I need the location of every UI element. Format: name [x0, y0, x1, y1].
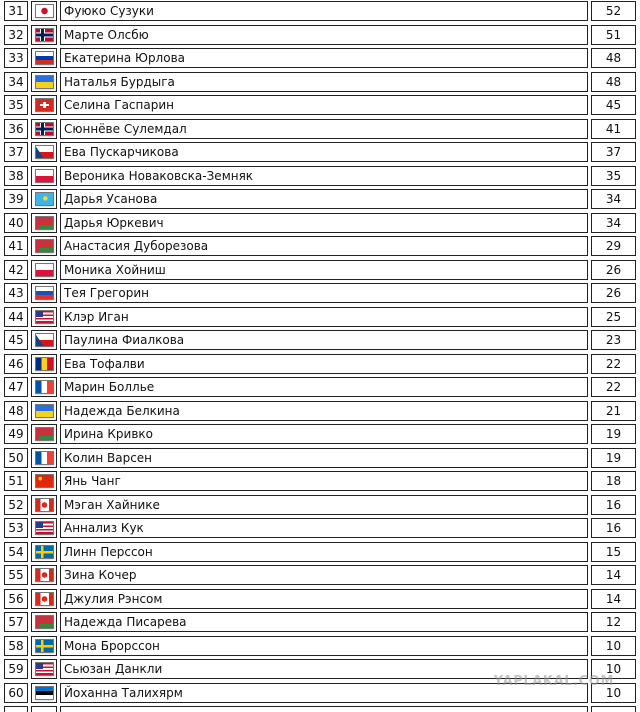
- athlete-name-cell: Янь Чанг: [60, 471, 588, 491]
- table-row: [0, 94, 640, 118]
- points-cell: 19: [591, 448, 636, 468]
- points-cell: 22: [591, 354, 636, 374]
- athlete-name-cell: Мэган Хайнике: [60, 495, 588, 515]
- table-row: [0, 282, 640, 306]
- flag-cell: [31, 119, 57, 139]
- rank-cell: 52: [4, 495, 28, 515]
- table-row: [0, 588, 640, 612]
- table-row: [0, 635, 640, 659]
- table-row: [0, 71, 640, 95]
- points-cell: 29: [591, 236, 636, 256]
- belarus-flag-icon: [36, 217, 53, 229]
- flag-cell: [31, 612, 57, 632]
- athlete-name-cell: Колин Варсен: [60, 448, 588, 468]
- flag-cell: [31, 236, 57, 256]
- athlete-name-cell: Джулия Рэнсом: [60, 589, 588, 609]
- table-row: [0, 517, 640, 541]
- rank-cell: 31: [4, 1, 28, 21]
- athlete-name-cell: Аннализ Кук: [60, 518, 588, 538]
- flag-cell: [31, 166, 57, 186]
- canada-flag-icon: [36, 593, 53, 605]
- poland-flag-icon: [36, 264, 53, 276]
- france-flag-icon: [36, 381, 53, 393]
- rank-cell: 40: [4, 213, 28, 233]
- flag-cell: [31, 542, 57, 562]
- flag-cell: [31, 142, 57, 162]
- flag-cell: [31, 589, 57, 609]
- table-row: [0, 0, 640, 24]
- rank-cell: 36: [4, 119, 28, 139]
- table-row: [0, 494, 640, 518]
- table-row: [0, 118, 640, 142]
- flag-cell: [31, 448, 57, 468]
- next-row-partial: [0, 706, 640, 712]
- rank-cell: 35: [4, 95, 28, 115]
- athlete-name-cell: Моника Хойниш: [60, 260, 588, 280]
- flag-cell: [31, 307, 57, 327]
- czech-flag-icon: [36, 334, 53, 346]
- rank-cell: 59: [4, 659, 28, 679]
- points-cell: 15: [591, 542, 636, 562]
- canada-flag-icon: [36, 499, 53, 511]
- points-cell: 10: [591, 636, 636, 656]
- athlete-name-cell: Ева Пускарчикова: [60, 142, 588, 162]
- china-flag-icon: [36, 475, 53, 487]
- athlete-name-cell: Сюннёве Сулемдал: [60, 119, 588, 139]
- slovenia-flag-icon: [36, 287, 53, 299]
- rank-cell: 49: [4, 424, 28, 444]
- flag-cell: [31, 260, 57, 280]
- table-row: [0, 24, 640, 48]
- points-cell: 26: [591, 283, 636, 303]
- table-row: [0, 376, 640, 400]
- france-flag-icon: [36, 452, 53, 464]
- flag-cell: [31, 518, 57, 538]
- rank-cell: 33: [4, 48, 28, 68]
- flag-cell: [31, 495, 57, 515]
- athlete-name-cell: Зина Кочер: [60, 565, 588, 585]
- belarus-flag-icon: [36, 428, 53, 440]
- points-cell: 16: [591, 495, 636, 515]
- rank-cell: 41: [4, 236, 28, 256]
- points-cell: 19: [591, 424, 636, 444]
- athlete-name-cell: Клэр Иган: [60, 307, 588, 327]
- points-cell: 16: [591, 518, 636, 538]
- watermark: YAPLAKAL.COM: [493, 674, 614, 689]
- points-cell: 25: [591, 307, 636, 327]
- athlete-name-cell: Йоханна Талихярм: [60, 683, 588, 703]
- points-cell: 22: [591, 377, 636, 397]
- japan-flag-icon: [36, 5, 53, 17]
- athlete-name-cell: Паулина Фиалкова: [60, 330, 588, 350]
- table-row: [0, 564, 640, 588]
- flag-cell: [31, 354, 57, 374]
- flag-cell: [31, 424, 57, 444]
- rank-cell: 42: [4, 260, 28, 280]
- flag-cell: [31, 1, 57, 21]
- points-cell: 12: [591, 612, 636, 632]
- rank-cell: 53: [4, 518, 28, 538]
- table-row: [0, 47, 640, 71]
- points-cell: 10: [591, 659, 636, 679]
- athlete-name-cell: Марин Болльe: [60, 377, 588, 397]
- athlete-name-cell: Марте Олсбю: [60, 25, 588, 45]
- points-cell: 41: [591, 119, 636, 139]
- points-cell: 14: [591, 589, 636, 609]
- flag-cell: [31, 636, 57, 656]
- rank-cell: 56: [4, 589, 28, 609]
- kazakhstan-flag-icon: [36, 193, 53, 205]
- flag-cell: [31, 72, 57, 92]
- athlete-name-cell: Надежда Белкина: [60, 401, 588, 421]
- athlete-name-cell: Наталья Бурдыга: [60, 72, 588, 92]
- ukraine-flag-icon: [36, 76, 53, 88]
- table-row: [0, 259, 640, 283]
- points-cell: 10: [591, 683, 636, 703]
- rank-cell: 51: [4, 471, 28, 491]
- flag-cell: [31, 471, 57, 491]
- table-row: [0, 235, 640, 259]
- points-cell: 26: [591, 260, 636, 280]
- rank-cell: 44: [4, 307, 28, 327]
- canada-flag-icon: [36, 569, 53, 581]
- usa-flag-icon: [36, 663, 53, 675]
- rank-cell: 34: [4, 72, 28, 92]
- flag-cell: [31, 683, 57, 703]
- athlete-name-cell: Анастасия Дуборезова: [60, 236, 588, 256]
- athlete-name-cell: Надежда Писарева: [60, 612, 588, 632]
- flag-cell: [31, 565, 57, 585]
- athlete-name-cell: Вероника Новаковска-Земняк: [60, 166, 588, 186]
- athlete-name-cell: Линн Перссон: [60, 542, 588, 562]
- rank-cell: 57: [4, 612, 28, 632]
- switzerland-flag-icon: [36, 99, 53, 111]
- points-cell: 37: [591, 142, 636, 162]
- ukraine-flag-icon: [36, 405, 53, 417]
- points-cell: 14: [591, 565, 636, 585]
- rank-cell: 32: [4, 25, 28, 45]
- flag-cell: [31, 213, 57, 233]
- table-row: [0, 541, 640, 565]
- table-row: [0, 353, 640, 377]
- poland-flag-icon: [36, 170, 53, 182]
- points-cell: 51: [591, 25, 636, 45]
- rank-cell: 38: [4, 166, 28, 186]
- athlete-name-cell: Тея Грегорин: [60, 283, 588, 303]
- rank-cell: 45: [4, 330, 28, 350]
- table-row: [0, 447, 640, 471]
- rank-cell: 47: [4, 377, 28, 397]
- table-row: [0, 470, 640, 494]
- rank-cell: 48: [4, 401, 28, 421]
- russia-flag-icon: [36, 52, 53, 64]
- table-row: [0, 611, 640, 635]
- athlete-name-cell: Ева Тофалви: [60, 354, 588, 374]
- flag-cell: [31, 377, 57, 397]
- athlete-name-cell: Селина Гаспарин: [60, 95, 588, 115]
- points-cell: 34: [591, 189, 636, 209]
- rank-cell: 37: [4, 142, 28, 162]
- table-row: [0, 141, 640, 165]
- norway-flag-icon: [36, 29, 53, 41]
- table-row: [0, 188, 640, 212]
- rank-cell: 58: [4, 636, 28, 656]
- romania-flag-icon: [36, 358, 53, 370]
- athlete-name-cell: Екатерина Юрлова: [60, 48, 588, 68]
- belarus-flag-icon: [36, 616, 53, 628]
- rank-cell: 55: [4, 565, 28, 585]
- points-cell: 18: [591, 471, 636, 491]
- points-cell: 48: [591, 48, 636, 68]
- sweden-flag-icon: [36, 546, 53, 558]
- table-row: [0, 423, 640, 447]
- athlete-name-cell: Ирина Кривко: [60, 424, 588, 444]
- points-cell: 45: [591, 95, 636, 115]
- czech-flag-icon: [36, 146, 53, 158]
- flag-cell: [31, 659, 57, 679]
- usa-flag-icon: [36, 522, 53, 534]
- table-row: [0, 165, 640, 189]
- flag-cell: [31, 95, 57, 115]
- athlete-name-cell: Фуюко Сузуки: [60, 1, 588, 21]
- flag-cell: [31, 25, 57, 45]
- usa-flag-icon: [36, 311, 53, 323]
- rank-cell: 54: [4, 542, 28, 562]
- table-row: [0, 400, 640, 424]
- points-cell: 52: [591, 1, 636, 21]
- rank-cell: 60: [4, 683, 28, 703]
- belarus-flag-icon: [36, 240, 53, 252]
- flag-cell: [31, 330, 57, 350]
- flag-cell: [31, 283, 57, 303]
- rank-cell: 39: [4, 189, 28, 209]
- points-cell: 23: [591, 330, 636, 350]
- table-row: [0, 329, 640, 353]
- points-cell: 21: [591, 401, 636, 421]
- rank-cell: 46: [4, 354, 28, 374]
- rank-cell: 50: [4, 448, 28, 468]
- table-row: [0, 306, 640, 330]
- athlete-name-cell: Дарья Юркевич: [60, 213, 588, 233]
- flag-cell: [31, 401, 57, 421]
- rank-cell: 43: [4, 283, 28, 303]
- norway-flag-icon: [36, 123, 53, 135]
- table-row: [0, 212, 640, 236]
- points-cell: 48: [591, 72, 636, 92]
- points-cell: 34: [591, 213, 636, 233]
- points-cell: 35: [591, 166, 636, 186]
- athlete-name-cell: Дарья Усанова: [60, 189, 588, 209]
- sweden-flag-icon: [36, 640, 53, 652]
- athlete-name-cell: Сьюзан Данкли: [60, 659, 588, 679]
- estonia-flag-icon: [36, 687, 53, 699]
- flag-cell: [31, 189, 57, 209]
- athlete-name-cell: Мона Брорссон: [60, 636, 588, 656]
- flag-cell: [31, 48, 57, 68]
